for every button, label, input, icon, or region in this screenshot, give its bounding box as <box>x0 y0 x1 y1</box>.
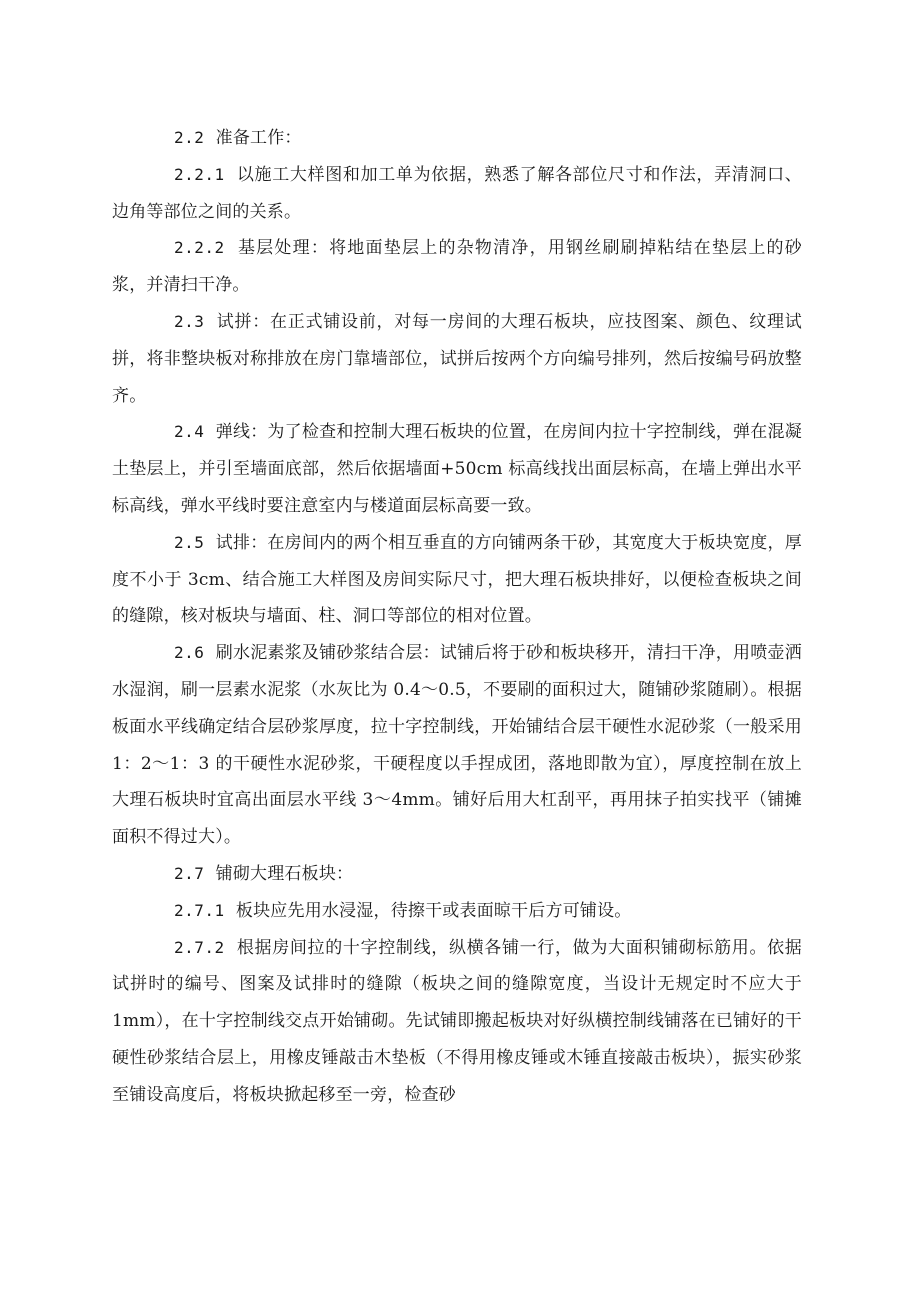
paragraph-text: 根据房间拉的十字控制线，纵横各铺一行，做为大面积铺砌标筋用。依据试拼时的编号、图案及试排时的缝隙（板块之间的缝隙宽度，当设计无规定时不应大于 1mm），在十字控制线交点开始铺砌。先试铺即搬起板块对好纵横控制线铺落在已铺好的干硬性砂浆结合层上，用橡皮锤敲击木垫板（不得用橡皮锤或木锤直接敲击板块），振实砂浆至铺设高度后，将板块掀起移至一旁，检查砂 <box>112 937 808 1105</box>
paragraph-2-2-1 <box>112 157 802 231</box>
paragraph-2-4 <box>112 414 802 524</box>
paragraph-text: 试拼：在正式铺设前，对每一房间的大理石板块，应技图案、颜色、纹理试拼，将非整块板对称排放在房门靠墙部位，试拼后按两个方向编号排列，然后按编号码放整齐。 <box>112 311 802 406</box>
section-number: 2.2.2 <box>174 238 225 258</box>
document-body <box>112 120 808 1114</box>
section-number: 2.2.1 <box>174 164 225 184</box>
paragraph-text: 以施工大样图和加工单为依据，熟悉了解各部位尺寸和作法，弄清洞口、边角等部位之间的关系。 <box>112 164 802 222</box>
paragraph-2-5 <box>112 525 802 635</box>
paragraph-text: 刷水泥素浆及铺砂浆结合层：试铺后将于砂和板块移开，清扫干净，用喷壶洒水湿润，刷一层素水泥浆（水灰比为 0.4～0.5，不要刷的面积过大，随铺砂浆随刷）。根据板面水平线确定结合层砂浆厚度，拉十字控制线，开始铺结合层干硬性水泥砂浆（一般采用 1：2～1：3 的干硬性水泥砂浆，干硬程度以手捏成团，落地即散为宜），厚度控制在放上大理石板块时宜高出面层水平线 3～4mm。铺好后用大杠刮平，再用抹子拍实找平（铺摊面积不得过大）。 <box>112 643 808 848</box>
section-number: 2.4 <box>174 422 205 442</box>
paragraph-text: 准备工作： <box>215 128 302 148</box>
section-number: 2.2 <box>174 128 205 147</box>
section-number: 2.7.1 <box>174 900 225 920</box>
section-number: 2.6 <box>174 643 205 663</box>
paragraph-text: 基层处理：将地面垫层上的杂物清净，用钢丝刷刷掉粘结在垫层上的砂浆，并清扫干净。 <box>112 238 802 296</box>
paragraph-2-7-2 <box>112 930 808 1114</box>
section-number: 2.7.2 <box>174 937 225 957</box>
paragraph-2-7 <box>112 856 802 893</box>
paragraph-2-6 <box>112 635 808 856</box>
paragraph-2-7-1 <box>112 893 802 930</box>
paragraph-2-3 <box>112 304 802 414</box>
paragraph-text: 铺砌大理石板块： <box>215 863 354 884</box>
paragraph-2-2-2 <box>112 230 802 304</box>
paragraph-text: 试排：在房间内的两个相互垂直的方向铺两条干砂，其宽度大于板块宽度，厚度不小于 3cm、结合施工大样图及房间实际尺寸，把大理石板块排好，以便检查板块之间的缝隙，核对板块与墙面、柱、洞口等部位的相对位置。 <box>112 532 802 627</box>
section-number: 2.7 <box>174 863 205 883</box>
paragraph-text: 板块应先用水浸湿，待擦干或表面晾干后方可铺设。 <box>235 900 632 921</box>
paragraph-2-2 <box>112 120 802 157</box>
section-number: 2.3 <box>174 311 205 331</box>
section-number: 2.5 <box>174 532 205 552</box>
paragraph-text: 弹线：为了检查和控制大理石板块的位置，在房间内拉十字控制线，弹在混凝土垫层上，并引至墙面底部，然后依据墙面+50cm 标高线找出面层标高，在墙上弹出水平标高线，弹水平线时要注意室内与楼道面层标高要一致。 <box>112 422 802 516</box>
